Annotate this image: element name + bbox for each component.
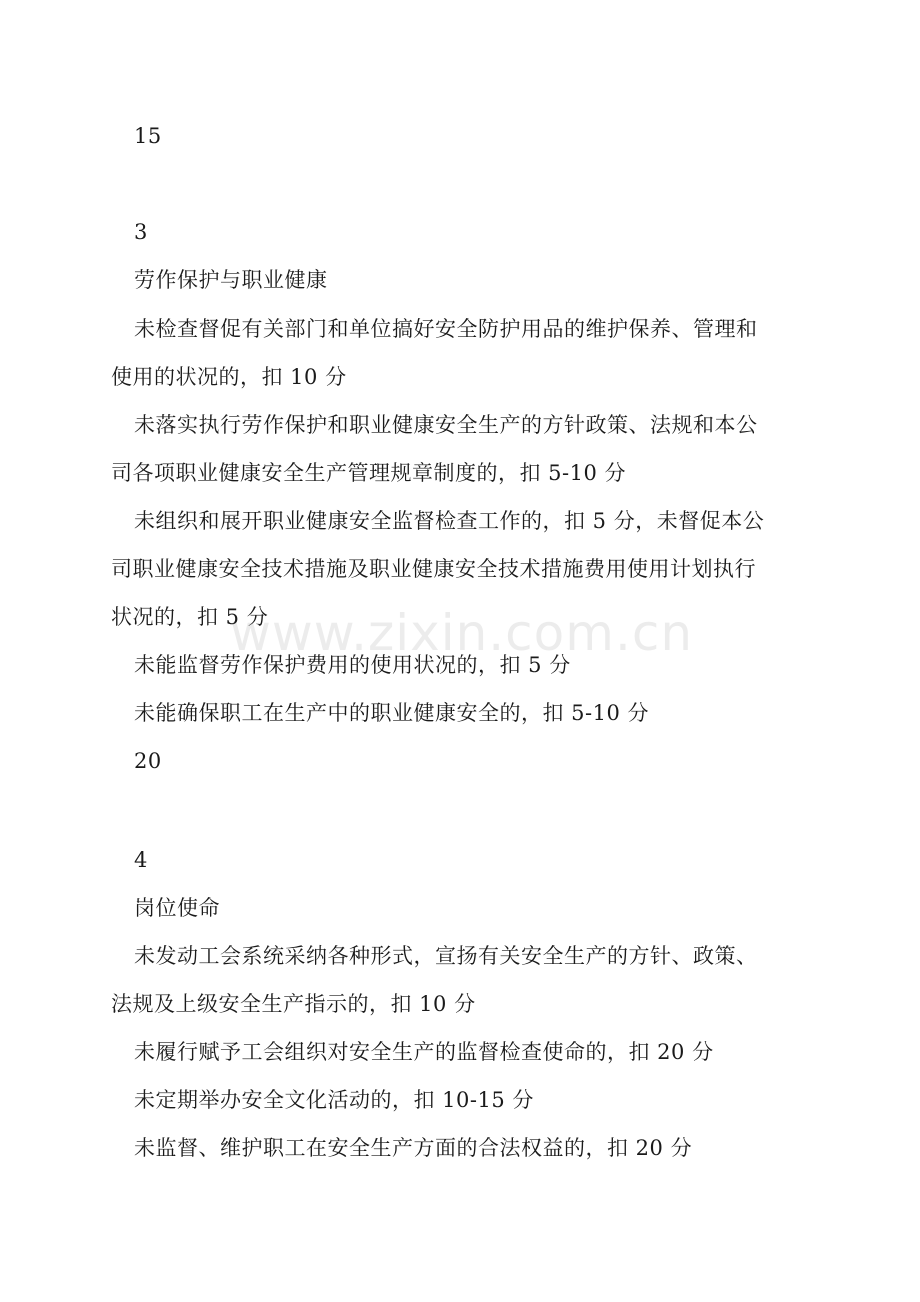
score-15: 15	[134, 124, 162, 148]
section-heading-labor-protection: 劳作保护与职业健康	[134, 268, 328, 292]
section-index-4: 4	[134, 848, 148, 872]
item-3-2-line-2: 司各项职业健康安全生产管理规章制度的，扣 5-10 分	[111, 461, 627, 485]
item-4-4: 未监督、维护职工在安全生产方面的合法权益的，扣 20 分	[134, 1136, 693, 1160]
section-heading-duties: 岗位使命	[134, 896, 220, 920]
watermark-text: www.zixin.com.cn	[230, 604, 694, 662]
item-4-1-line-2: 法规及上级安全生产指示的，扣 10 分	[111, 992, 476, 1016]
item-3-3-line-2: 司职业健康安全技术措施及职业健康安全技术措施费用使用计划执行	[111, 557, 756, 581]
item-4-1-line-1: 未发动工会系统采纳各种形式，宣扬有关安全生产的方针、政策、	[134, 944, 758, 968]
item-3-5: 未能确保职工在生产中的职业健康安全的，扣 5-10 分	[134, 701, 650, 725]
item-3-4: 未能监督劳作保护费用的使用状况的，扣 5 分	[134, 653, 571, 677]
item-3-3-line-3: 状况的，扣 5 分	[111, 605, 269, 629]
item-4-3: 未定期举办安全文化活动的，扣 10-15 分	[134, 1088, 534, 1112]
item-3-1-line-1: 未检查督促有关部门和单位搞好安全防护用品的维护保养、管理和	[134, 317, 758, 341]
item-3-3-line-1: 未组织和展开职业健康安全监督检查工作的，扣 5 分，未督促本公	[134, 509, 765, 533]
item-4-2: 未履行赋予工会组织对安全生产的监督检查使命的，扣 20 分	[134, 1040, 714, 1064]
section-index-3: 3	[134, 220, 148, 244]
item-3-2-line-1: 未落实执行劳作保护和职业健康安全生产的方针政策、法规和本公	[134, 413, 758, 437]
score-20: 20	[134, 749, 162, 773]
item-3-1-line-2: 使用的状况的，扣 10 分	[111, 365, 347, 389]
